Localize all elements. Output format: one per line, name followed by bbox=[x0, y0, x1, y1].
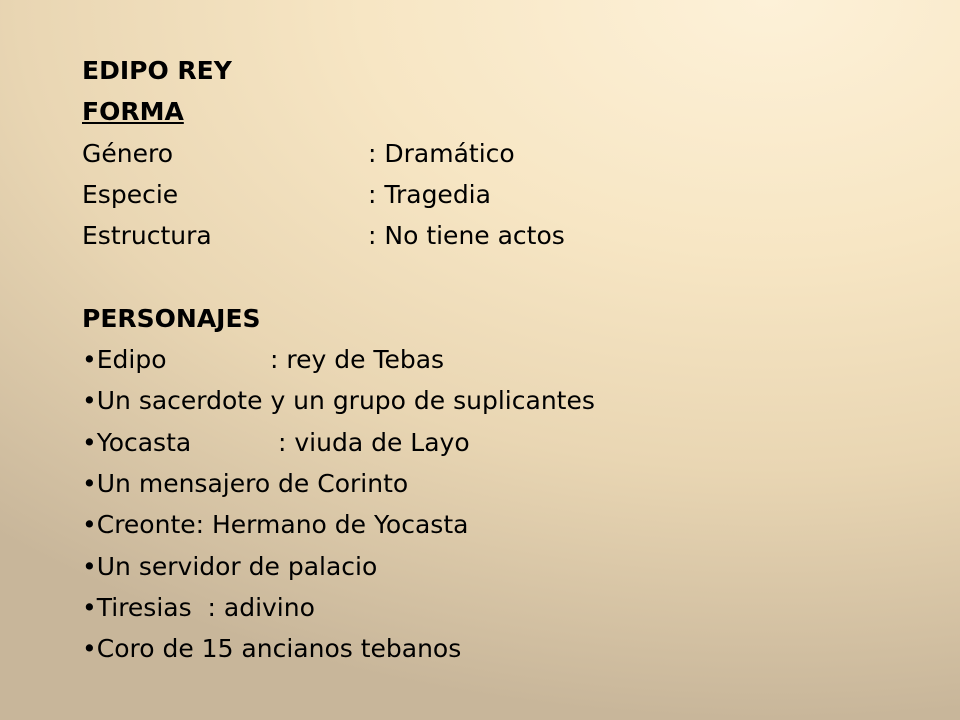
personaje-yocasta bbox=[82, 422, 932, 463]
forma-row-estructura bbox=[82, 215, 932, 256]
personaje-label: •Edipo bbox=[82, 345, 167, 375]
slide-title: EDIPO REY bbox=[82, 56, 232, 85]
personaje-edipo bbox=[82, 339, 932, 380]
forma-row-especie bbox=[82, 174, 932, 215]
forma-heading: FORMA bbox=[82, 97, 184, 127]
forma-value: : Dramático bbox=[368, 138, 515, 168]
personaje-label: •Yocasta bbox=[82, 427, 192, 457]
personaje-value: : rey de Tebas bbox=[270, 345, 445, 375]
section-spacer bbox=[82, 256, 932, 297]
personajes-heading: PERSONAJES bbox=[82, 303, 261, 333]
forma-value: : No tiene actos bbox=[368, 221, 565, 251]
slide-content bbox=[82, 50, 932, 669]
personaje-sacerdote: •Un sacerdote y un grupo de suplicantes bbox=[82, 386, 595, 416]
personaje-coro: •Coro de 15 ancianos tebanos bbox=[82, 634, 462, 664]
personaje-creonte: •Creonte: Hermano de Yocasta bbox=[82, 510, 469, 540]
forma-row-genero bbox=[82, 133, 932, 174]
personaje-tiresias: •Tiresias : adivino bbox=[82, 592, 315, 622]
personaje-mensajero: •Un mensajero de Corinto bbox=[82, 468, 409, 498]
personaje-value: : viuda de Layo bbox=[278, 427, 470, 457]
forma-label: Género bbox=[82, 138, 174, 168]
forma-label: Especie bbox=[82, 179, 179, 209]
personaje-servidor: •Un servidor de palacio bbox=[82, 551, 378, 581]
forma-value: : Tragedia bbox=[368, 179, 491, 209]
forma-label: Estructura bbox=[82, 221, 212, 251]
